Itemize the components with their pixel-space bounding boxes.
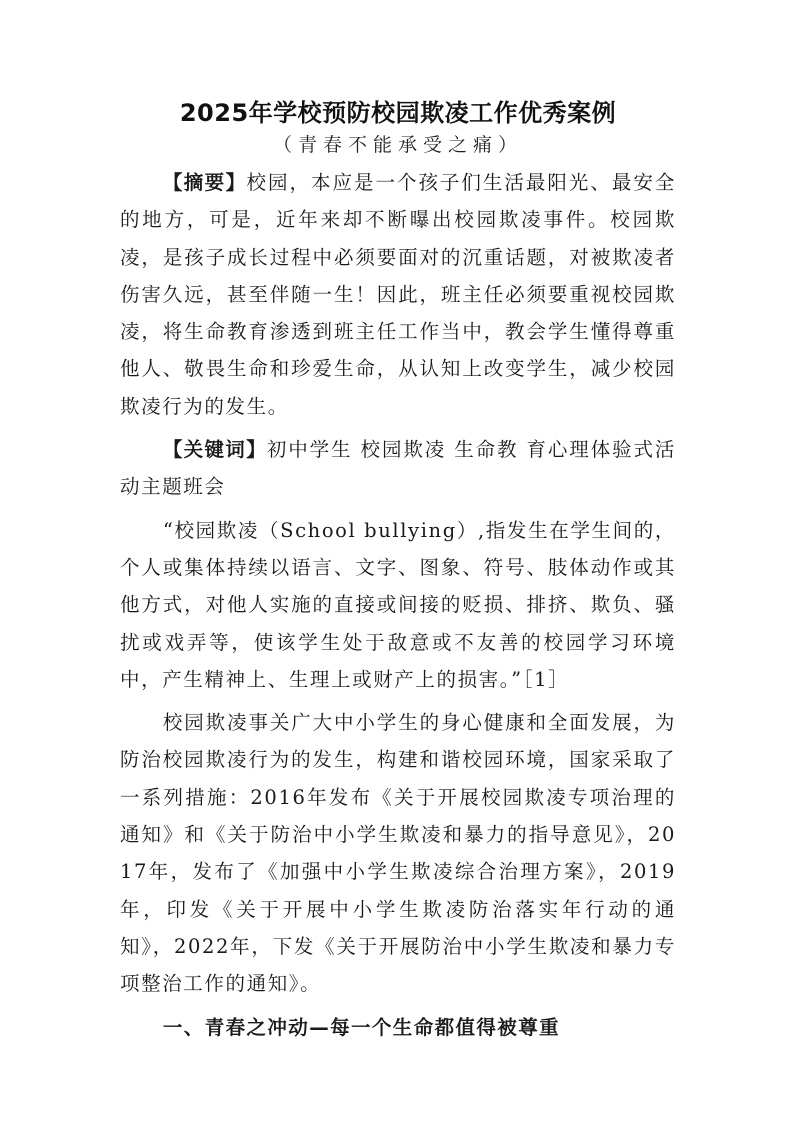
abstract-paragraph (120, 164, 676, 425)
abstract-text: 校园，本应是一个孩子们生活最阳光、最安全的地方，可是，近年来却不断曝出校园欺凌事件。校园欺凌，是孩子成长过程中必须要面对的沉重话题，对被欺凌者伤害久远，甚至伴随一生！因此，班主任必须要重视校园欺凌，将生命教育渗透到班主任工作当中，教会学生懂得尊重他人、敬畏生命和珍爱生命，从认知上改变学生，减少校园欺凌行为的发生。 (120, 171, 676, 418)
keywords-paragraph (120, 431, 676, 506)
keywords-text: 初中学生 校园欺凌 生命教 育心理体验式活动主题班会 (120, 438, 676, 499)
abstract-label: 【摘要】 (162, 171, 247, 194)
document-subtitle: （青春不能承受之痛） (272, 134, 523, 156)
section-heading: 一、青春之冲动—每一个生命都值得被尊重 (162, 1015, 560, 1039)
document-page (120, 96, 676, 1046)
keywords-label: 【关键词】 (162, 438, 267, 462)
document-title: 2025年学校预防校园欺凌工作优秀案例 (179, 99, 617, 127)
policy-paragraph: 校园欺凌事关广大中小学生的身心健康和全面发展，为防治校园欺凌行为的发生，构建和谐校园环境，国家采取了一系列措施：2016年发布《关于开展校园欺凌专项治理的通知》和《关于防治中小学生欺凌和暴力的指导意见》，2017年，发布了《加强中小学生欺凌综合治理方案》，2019年，印发《关于开展中小学生欺凌防治落实年行动的通知》，2022年，下发《关于开展防治中小学生欺凌和暴力专项整治工作的通知》。 (120, 711, 676, 996)
definition-paragraph: “校园欺凌（School bullying）,指发生在学生间的，个人或集体持续以语言、文字、图象、符号、肢体动作或其他方式，对他人实施的直接或间接的贬损、排挤、欺负、骚扰或戏弄等，使该学生处于敌意或不友善的校园学习环境中，产生精神上、生理上或财产上的损害。”［1］ (120, 518, 676, 691)
